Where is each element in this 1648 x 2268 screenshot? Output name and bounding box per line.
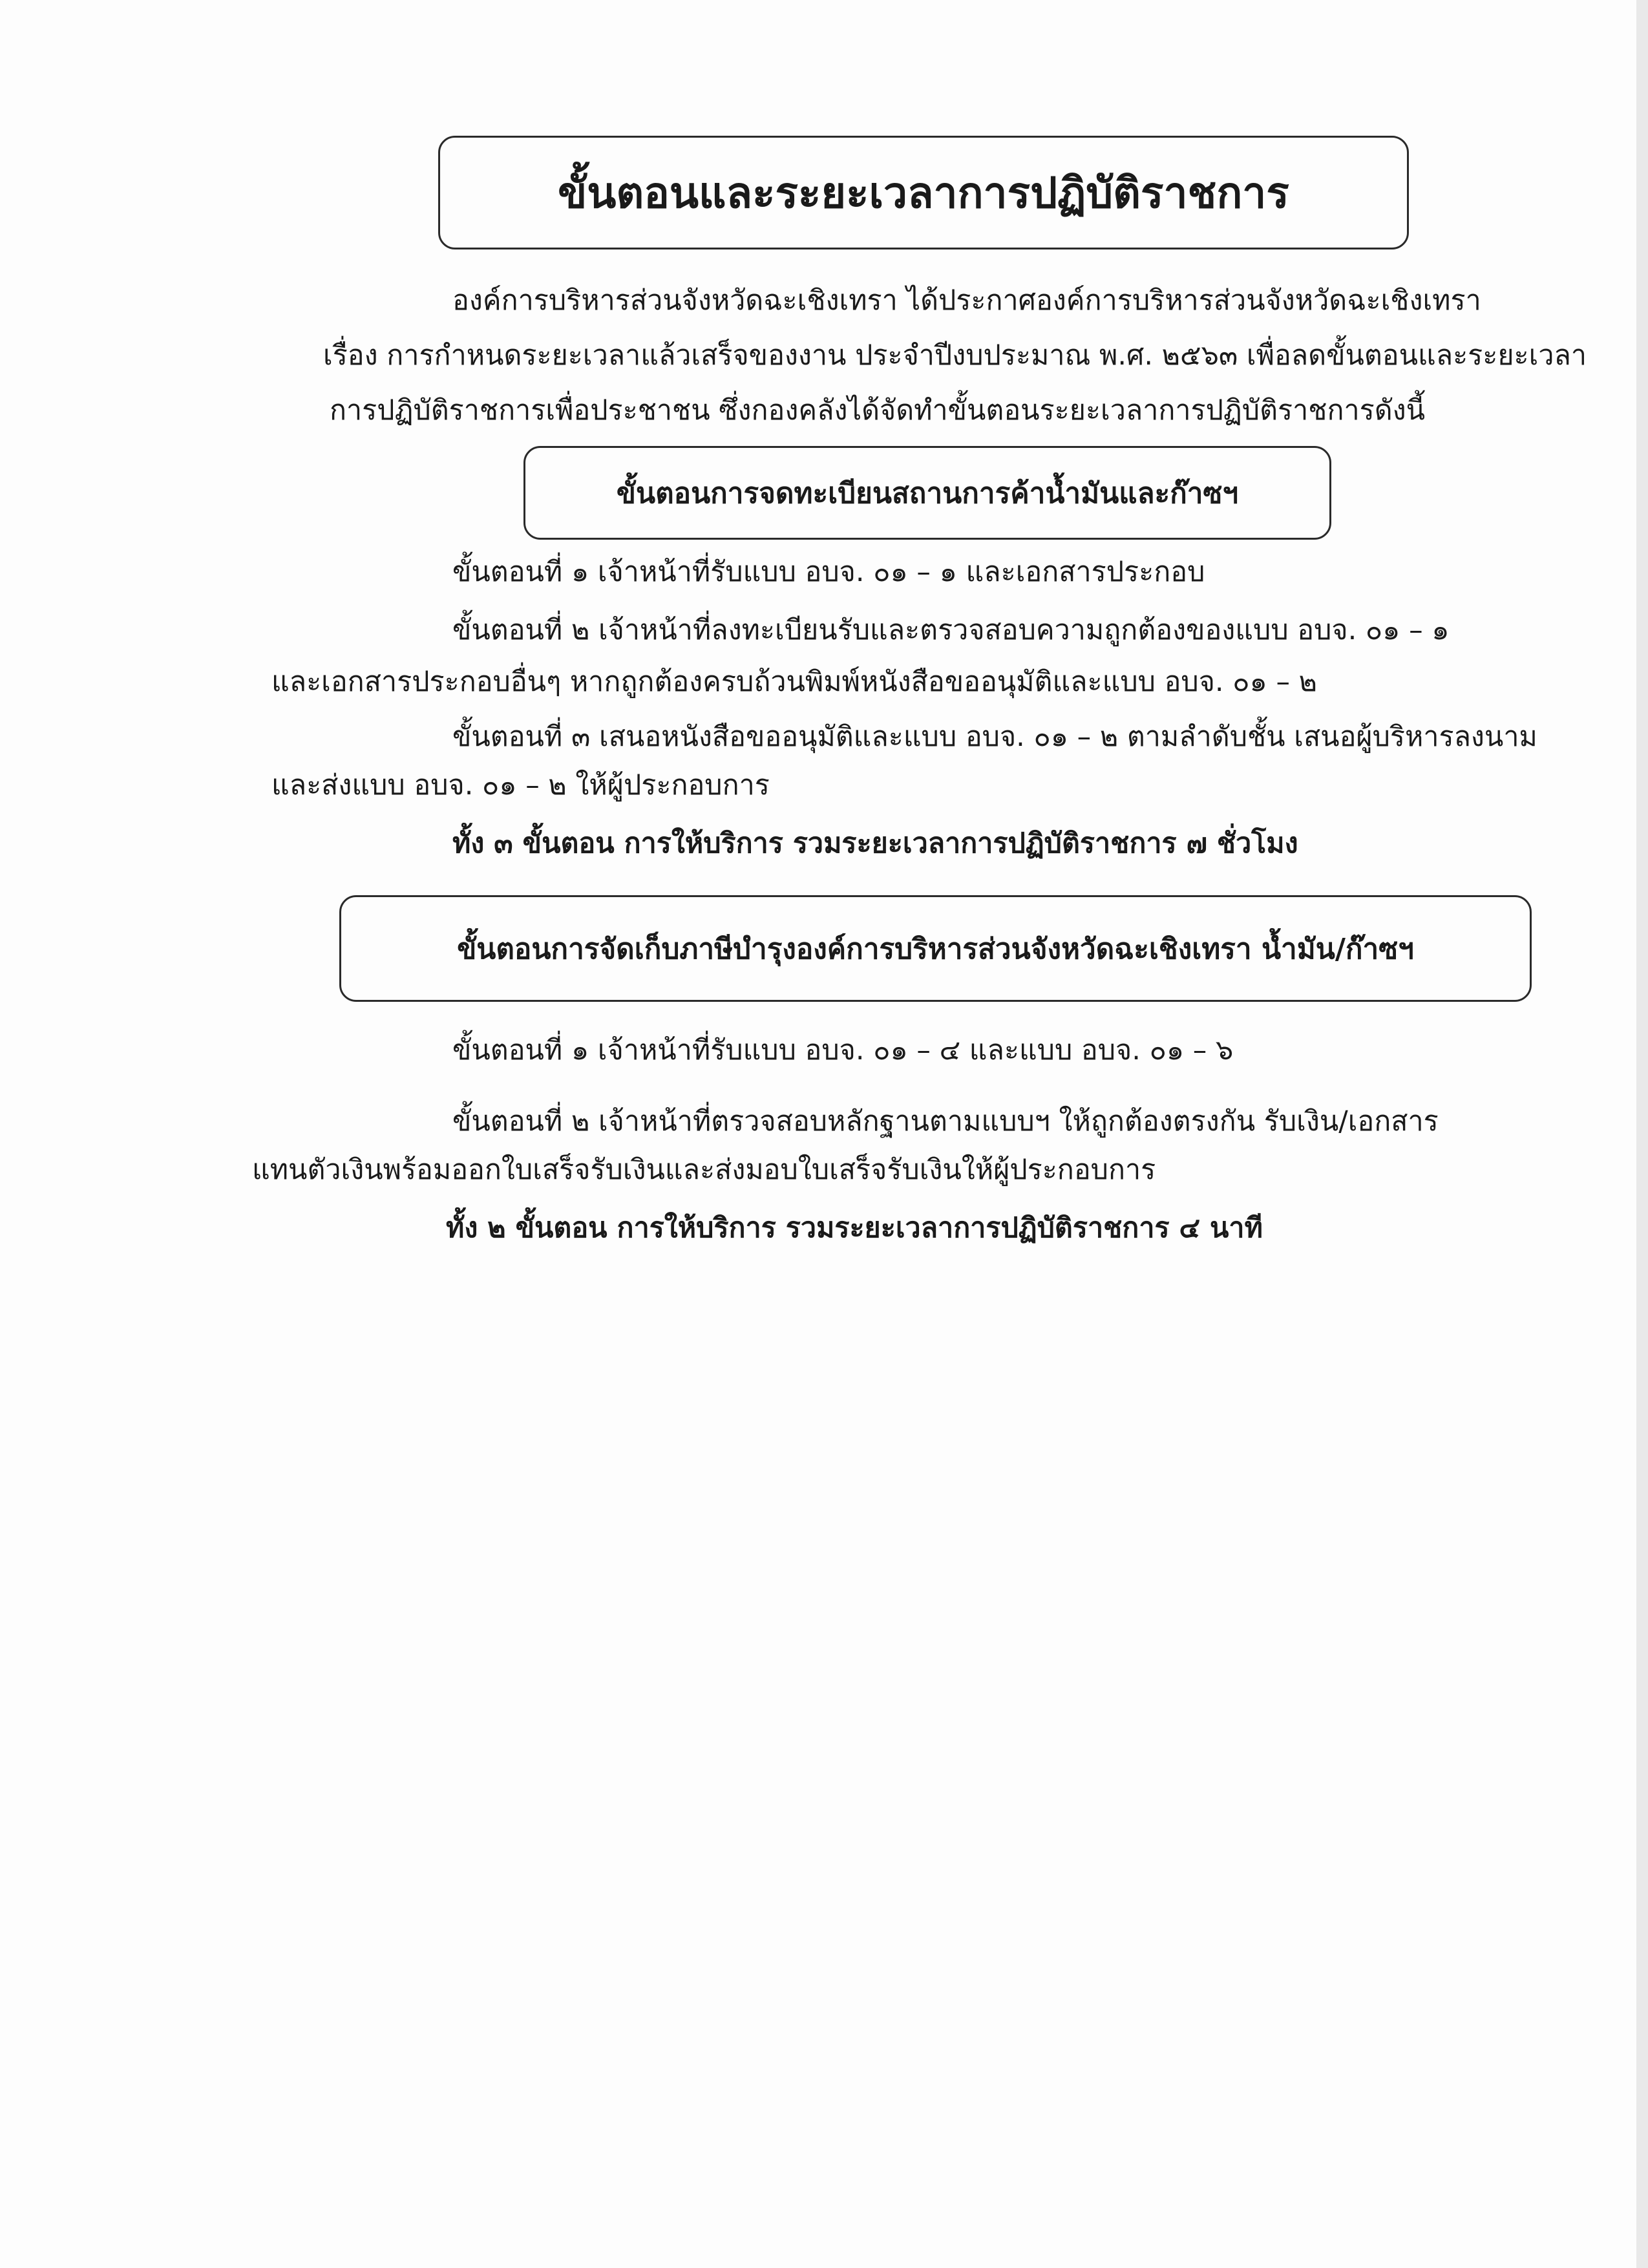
step-line: แทนตัวเงินพร้อมออกใบเสร็จรับเงินและส่งมอบใบเสร็จรับเงินให้ผู้ประกอบการ [252, 1154, 1156, 1186]
title-box [438, 136, 1409, 249]
step-line: ขั้นตอนที่ ๓ เสนอหนังสือขออนุมัติและแบบ อบจ. ๐๑ – ๒ ตามลำดับชั้น เสนอผู้บริหารลงนาม [452, 721, 1537, 753]
section-heading: ขั้นตอนการจดทะเบียนสถานการค้าน้ำมันและก๊าซฯ [616, 476, 1239, 510]
step-line: ขั้นตอนที่ ๑ เจ้าหน้าที่รับแบบ อบจ. ๐๑ – ๔ และแบบ อบจ. ๐๑ – ๖ [452, 1034, 1234, 1066]
section-heading-box [523, 446, 1331, 540]
intro-line-1: องค์การบริหารส่วนจังหวัดฉะเชิงเทรา ได้ประกาศองค์การบริหารส่วนจังหวัดฉะเชิงเทรา [452, 284, 1481, 317]
section-total: ทั้ง ๒ ขั้นตอน การให้บริการ รวมระยะเวลาการปฏิบัติราชการ ๔ นาที [446, 1212, 1263, 1244]
section-total: ทั้ง ๓ ขั้นตอน การให้บริการ รวมระยะเวลาการปฏิบัติราชการ ๗ ชั่วโมง [452, 827, 1298, 860]
step-line: ขั้นตอนที่ ๒ เจ้าหน้าที่ตรวจสอบหลักฐานตามแบบฯ ให้ถูกต้องตรงกัน รับเงิน/เอกสาร [452, 1105, 1439, 1138]
section-heading-box [339, 895, 1532, 1002]
intro-line-2: เรื่อง การกำหนดระยะเวลาแล้วเสร็จของงาน ประจำปีงบประมาณ พ.ศ. ๒๕๖๓ เพื่อลดขั้นตอนและระยะเวลา [323, 339, 1587, 372]
step-line: ขั้นตอนที่ ๑ เจ้าหน้าที่รับแบบ อบจ. ๐๑ – ๑ และเอกสารประกอบ [452, 556, 1205, 588]
section-heading: ขั้นตอนการจัดเก็บภาษีบำรุงองค์การบริหารส่วนจังหวัดฉะเชิงเทรา น้ำมัน/ก๊าซฯ [457, 932, 1414, 966]
step-line: และเอกสารประกอบอื่นๆ หากถูกต้องครบถ้วนพิมพ์หนังสือขออนุมัติและแบบ อบจ. ๐๑ – ๒ [271, 666, 1317, 698]
step-line: และส่งแบบ อบจ. ๐๑ – ๒ ให้ผู้ประกอบการ [271, 769, 770, 801]
step-line: ขั้นตอนที่ ๒ เจ้าหน้าที่ลงทะเบียนรับและตรวจสอบความถูกต้องของแบบ อบจ. ๐๑ – ๑ [452, 614, 1450, 646]
document-title: ขั้นตอนและระยะเวลาการปฏิบัติราชการ [558, 167, 1289, 218]
scan-edge [1636, 0, 1648, 2268]
intro-line-3: การปฏิบัติราชการเพื่อประชาชน ซึ่งกองคลังได้จัดทำขั้นตอนระยะเวลาการปฏิบัติราชการดังนี้ [330, 394, 1426, 427]
